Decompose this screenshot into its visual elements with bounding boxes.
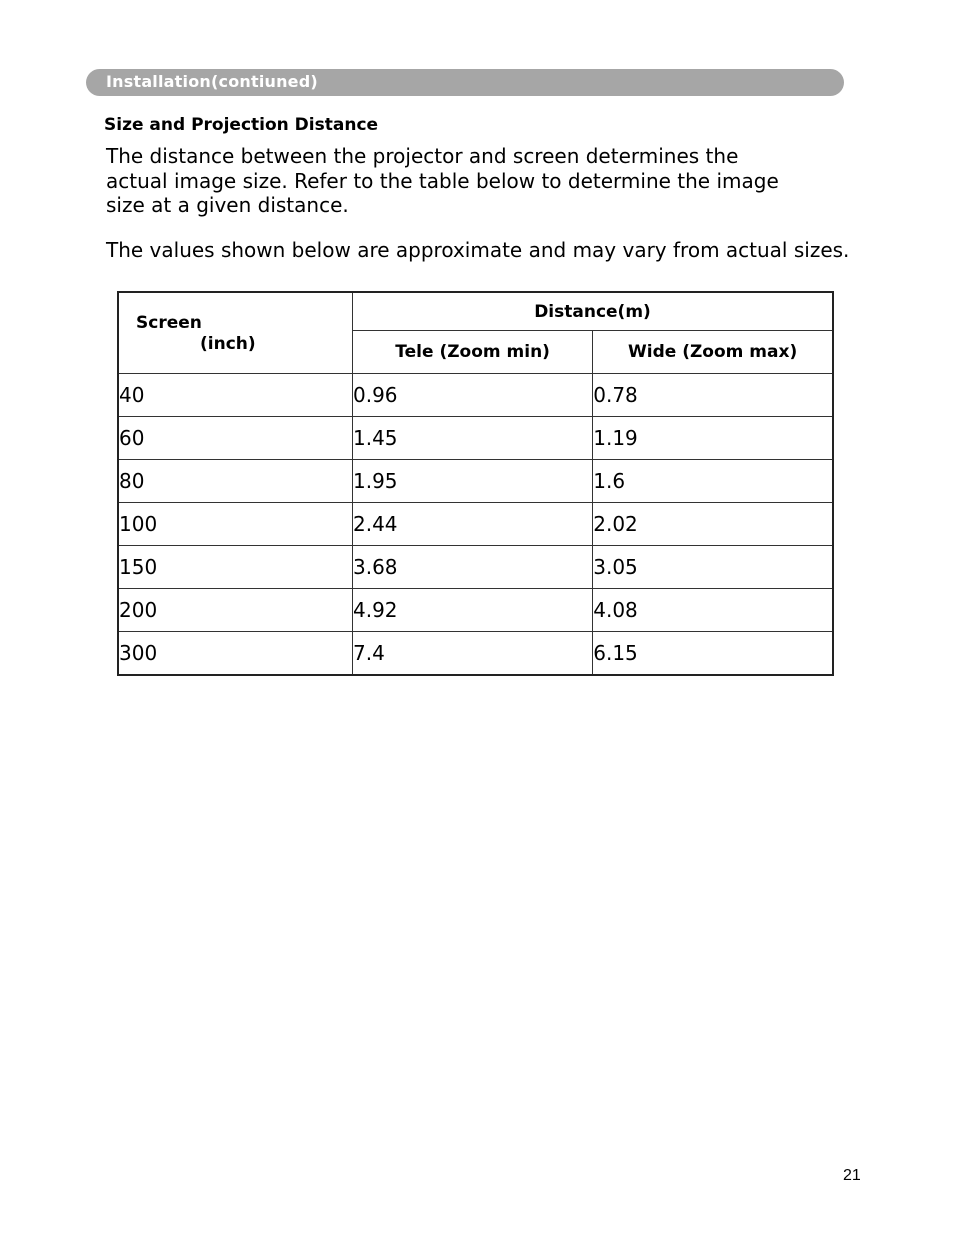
intro-line: size at a given distance. [106,193,349,217]
wide-distance-cell: 1.6 [593,460,833,503]
wide-distance-cell: 0.78 [593,374,833,417]
tele-distance-cell: 1.45 [353,417,593,460]
section-title: Installation(contiuned) [106,72,318,91]
tele-distance-cell: 3.68 [353,546,593,589]
wide-distance-cell: 3.05 [593,546,833,589]
table-header-row [118,292,833,331]
table-body [118,374,833,676]
screen-header-unit: (inch) [200,333,256,354]
tele-distance-cell: 1.95 [353,460,593,503]
table-row [118,503,833,546]
table-row [118,632,833,676]
table-row [118,374,833,417]
tele-distance-cell: 7.4 [353,632,593,676]
page-number: 21 [843,1167,861,1184]
intro-line: actual image size. Refer to the table below to determine the image [106,168,779,193]
intro-line: The distance between the projector and screen determines the [106,144,739,168]
tele-distance-cell: 4.92 [353,589,593,632]
tele-distance-cell: 2.44 [353,503,593,546]
tele-header: Tele (Zoom min) [353,331,593,374]
subsection-heading: Size and Projection Distance [104,115,379,135]
tele-distance-cell: 0.96 [353,374,593,417]
intro-paragraph [106,144,779,218]
table-row [118,589,833,632]
screen-size-cell: 300 [118,632,353,676]
screen-size-cell: 60 [118,417,353,460]
wide-distance-cell: 6.15 [593,632,833,676]
projection-distance-table [117,291,834,676]
screen-size-cell: 200 [118,589,353,632]
wide-distance-cell: 2.02 [593,503,833,546]
screen-size-cell: 100 [118,503,353,546]
table-row [118,546,833,589]
table-row [118,417,833,460]
table-row [118,460,833,503]
screen-size-header [118,292,353,374]
screen-size-cell: 40 [118,374,353,417]
wide-distance-cell: 1.19 [593,417,833,460]
screen-size-cell: 80 [118,460,353,503]
screen-size-cell: 150 [118,546,353,589]
wide-header: Wide (Zoom max) [593,331,833,374]
section-title-bar [86,69,844,96]
note-paragraph: The values shown below are approximate and may vary from actual sizes. [106,238,850,262]
distance-header: Distance(m) [353,292,834,331]
wide-distance-cell: 4.08 [593,589,833,632]
screen-header-label: Screen [136,312,202,333]
